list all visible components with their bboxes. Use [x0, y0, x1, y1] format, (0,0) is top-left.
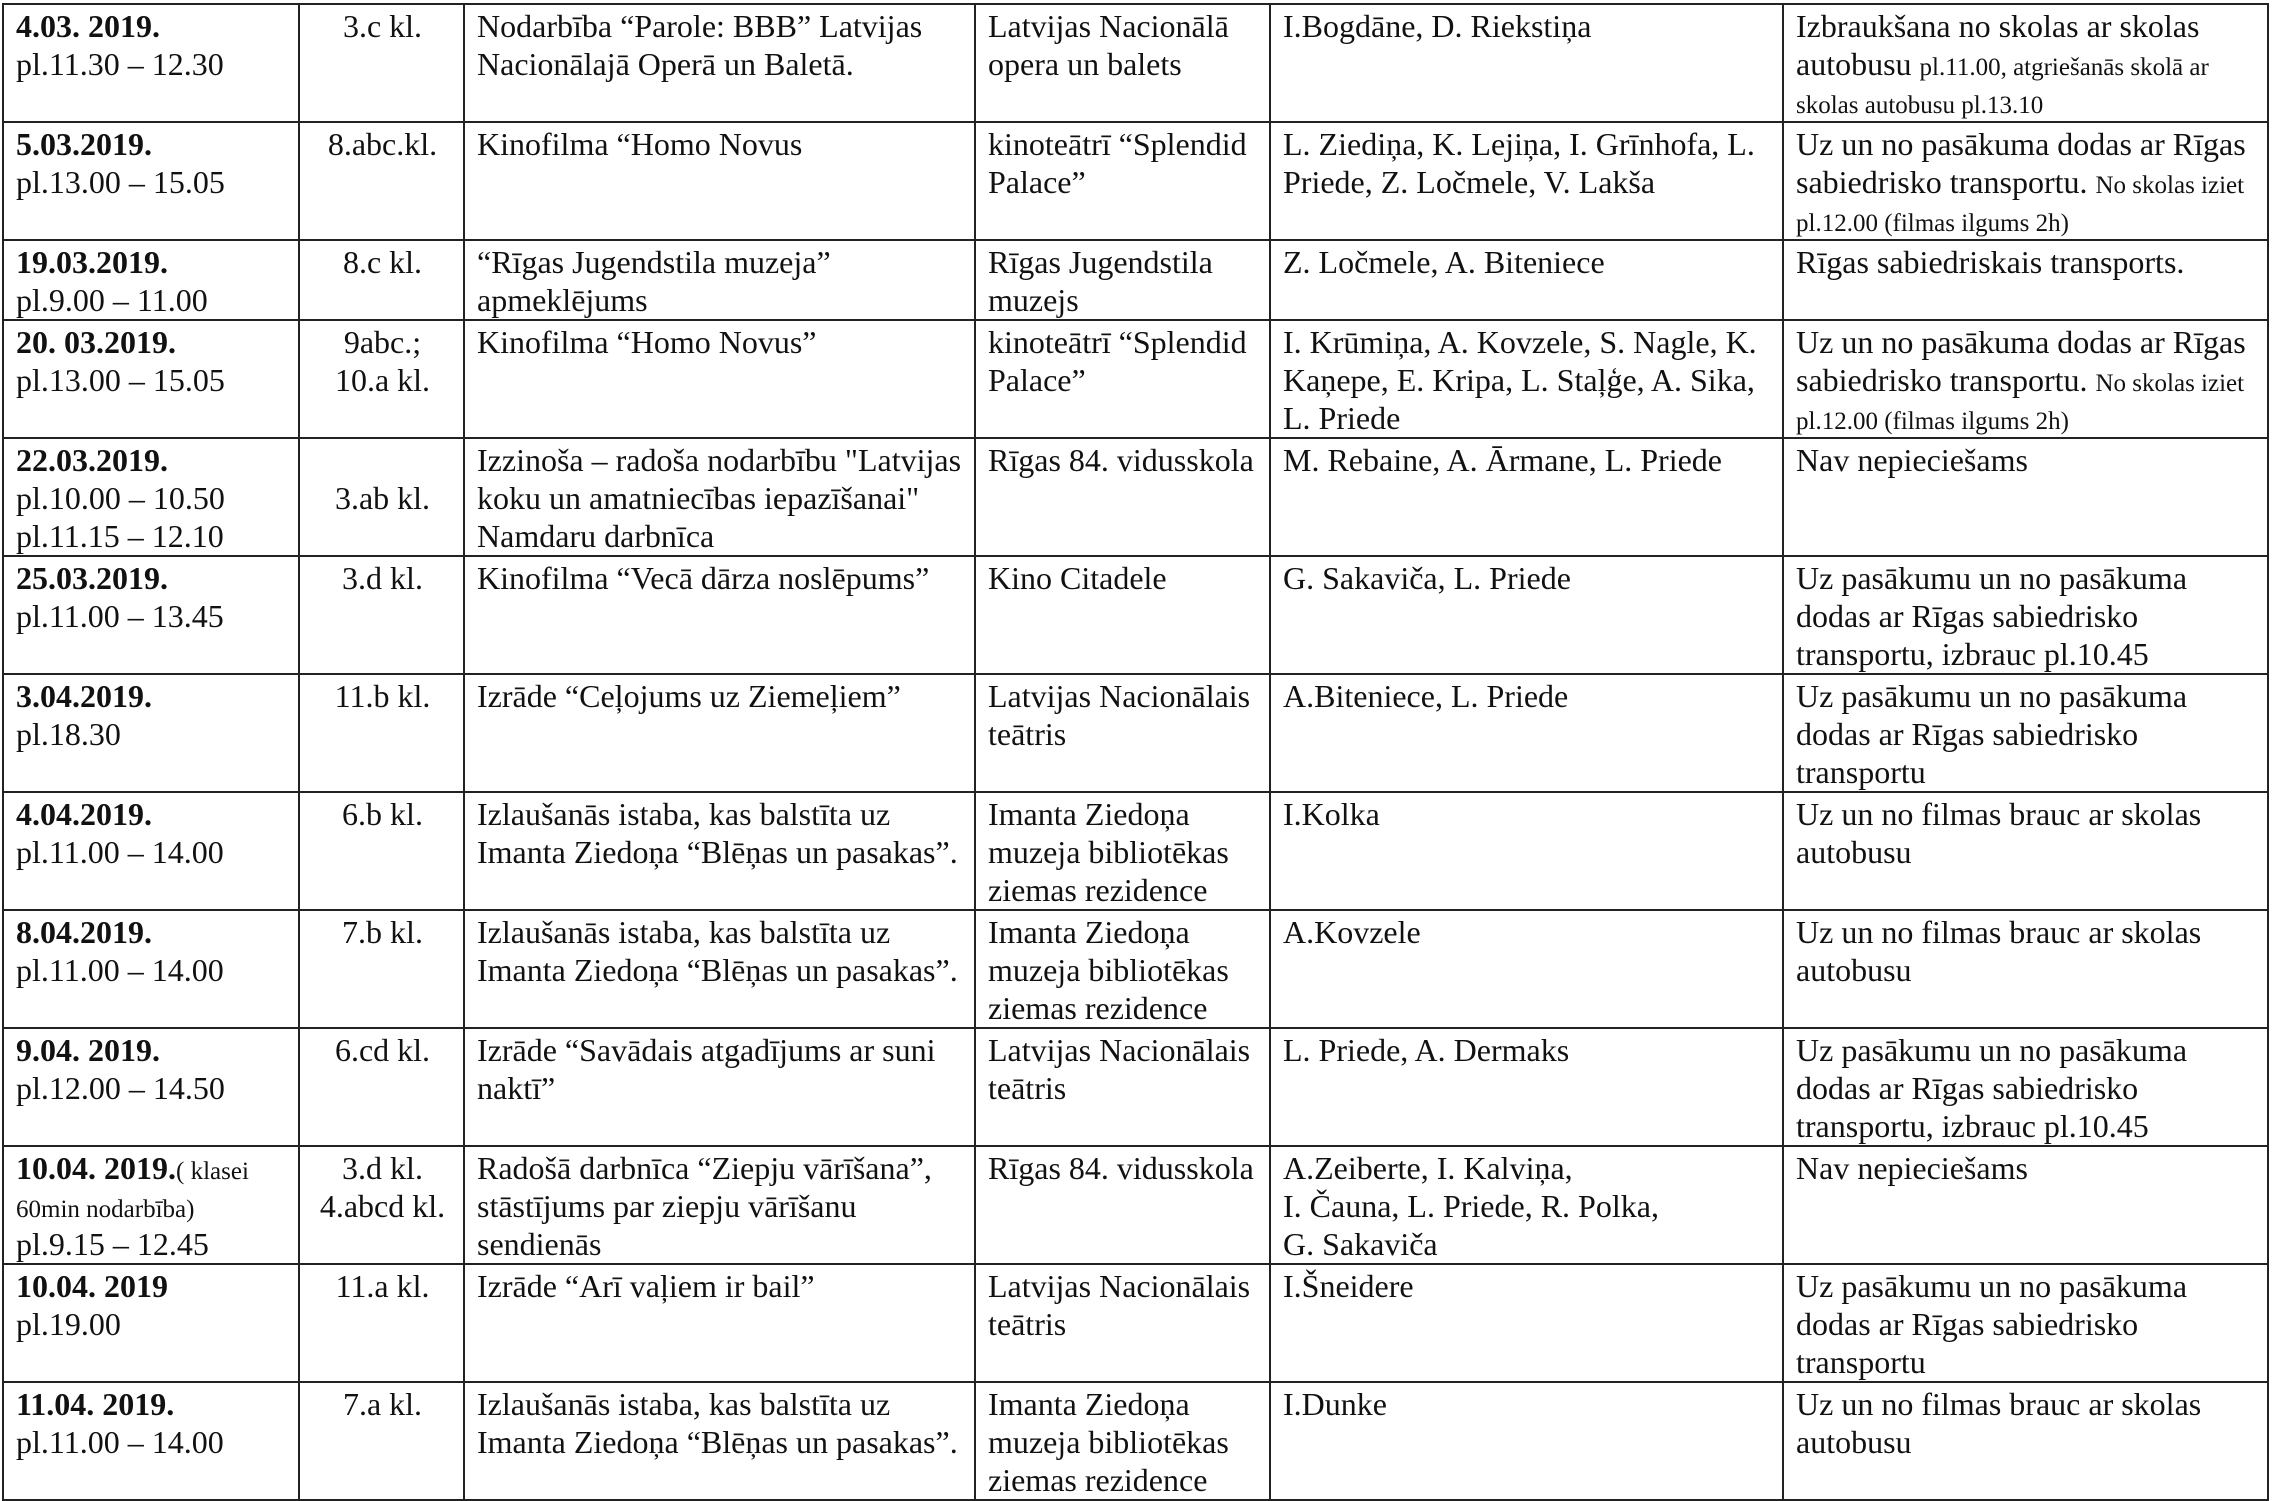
date-cell — [3, 1264, 299, 1382]
class-label: 3.ab kl. — [334, 480, 431, 516]
transport-cell — [1783, 792, 2268, 910]
table-row — [3, 4, 2268, 122]
event-title: Izzinoša – radoša nodarbību "Latvijas koku un amatniecības iepazīšanai" Namdaru darbnīca — [477, 442, 962, 554]
event-title: Kinofilma “Homo Novus” — [477, 324, 817, 360]
teachers-cell — [1270, 674, 1783, 792]
teachers-list: I.Dunke — [1283, 1386, 1387, 1422]
event-time: pl.9.00 – 11.00 — [16, 282, 208, 318]
event-title: Izlaušanās istaba, kas balstīta uz Imanta Ziedoņa “Blēņas un pasakas”. — [477, 796, 958, 870]
event-time: pl.13.00 – 15.05 — [16, 164, 225, 200]
table-row — [3, 122, 2268, 240]
class-label: 7.b kl. — [342, 914, 423, 950]
class-cell — [299, 320, 464, 438]
date-cell — [3, 674, 299, 792]
date-note: ( klasei 60min nodarbība) — [16, 1158, 249, 1223]
event-time: pl.11.30 – 12.30 — [16, 46, 224, 82]
class-label: 6.b kl. — [342, 796, 423, 832]
event-date: 10.04. 2019. — [16, 1150, 176, 1186]
class-cell — [299, 1146, 464, 1264]
class-label: 8.abc.kl. — [327, 126, 438, 162]
event-cell — [464, 1382, 975, 1500]
class-cell — [299, 240, 464, 320]
event-date: 22.03.2019. — [16, 442, 168, 478]
class-cell — [299, 674, 464, 792]
event-date: 10.04. 2019 — [16, 1268, 168, 1304]
teachers-list: I. Krūmiņa, A. Kovzele, S. Nagle, K. Kaņepe, E. Kripa, L. Staļģe, A. Sika, L. Priede — [1283, 324, 1757, 436]
event-title: Izlaušanās istaba, kas balstīta uz Imanta Ziedoņa “Blēņas un pasakas”. — [477, 914, 958, 988]
event-cell — [464, 1146, 975, 1264]
transport-info: Uz un no pasākuma dodas ar Rīgas sabiedrisko transportu. — [1796, 126, 2246, 200]
transport-info: Rīgas sabiedriskais transports. — [1796, 244, 2185, 280]
event-date: 19.03.2019. — [16, 244, 168, 280]
transport-info: Uz un no pasākuma dodas ar Rīgas sabiedrisko transportu. — [1796, 324, 2246, 398]
transport-cell — [1783, 240, 2268, 320]
event-cell — [464, 792, 975, 910]
date-cell — [3, 320, 299, 438]
teachers-cell — [1270, 122, 1783, 240]
venue-cell — [975, 240, 1270, 320]
venue-cell — [975, 792, 1270, 910]
event-title: Nodarbība “Parole: BBB” Latvijas Nacionālajā Operā un Baletā. — [477, 8, 923, 82]
event-date: 9.04. 2019. — [16, 1032, 160, 1068]
class-label: 3.c kl. — [342, 8, 423, 44]
transport-info: Uz un no filmas brauc ar skolas autobusu — [1796, 1386, 2202, 1460]
teachers-cell — [1270, 320, 1783, 438]
class-label: 11.b kl. — [334, 678, 431, 714]
event-cell — [464, 1028, 975, 1146]
date-cell — [3, 910, 299, 1028]
class-label: 8.c kl. — [342, 244, 423, 280]
event-title: “Rīgas Jugendstila muzeja” apmeklējums — [477, 244, 831, 318]
transport-info: Uz pasākumu un no pasākuma dodas ar Rīgas sabiedrisko transportu — [1796, 678, 2188, 790]
transport-note: pl.11.00, atgriešanās skolā ar skolas autobusu pl.13.10 — [1796, 54, 2209, 119]
transport-cell — [1783, 1028, 2268, 1146]
teachers-cell — [1270, 556, 1783, 674]
venue-name: Imanta Ziedoņa muzeja bibliotēkas ziemas rezidence — [988, 914, 1229, 1026]
transport-info: Uz pasākumu un no pasākuma dodas ar Rīgas sabiedrisko transportu — [1796, 1268, 2188, 1380]
date-cell — [3, 438, 299, 556]
date-cell — [3, 1146, 299, 1264]
date-cell — [3, 240, 299, 320]
schedule-body — [3, 4, 2268, 1500]
venue-name: Imanta Ziedoņa muzeja bibliotēkas ziemas rezidence — [988, 796, 1229, 908]
venue-cell — [975, 556, 1270, 674]
class-cell — [299, 1028, 464, 1146]
transport-cell — [1783, 320, 2268, 438]
transport-info: Uz pasākumu un no pasākuma dodas ar Rīgas sabiedrisko transportu, izbrauc pl.10.45 — [1796, 1032, 2188, 1144]
venue-cell — [975, 1146, 1270, 1264]
venue-name: Rīgas 84. vidusskola — [988, 442, 1254, 478]
teachers-list: Z. Ločmele, A. Biteniece — [1283, 244, 1605, 280]
teachers-cell — [1270, 4, 1783, 122]
date-cell — [3, 4, 299, 122]
event-cell — [464, 122, 975, 240]
teachers-list: M. Rebaine, A. Ārmane, L. Priede — [1283, 442, 1722, 478]
class-label: 9abc.; 10.a kl. — [334, 324, 431, 398]
event-time: pl.11.00 – 14.00 — [16, 834, 224, 870]
date-cell — [3, 122, 299, 240]
venue-name: Latvijas Nacionālā opera un balets — [988, 8, 1229, 82]
event-title: Izlaušanās istaba, kas balstīta uz Imanta Ziedoņa “Blēņas un pasakas”. — [477, 1386, 958, 1460]
event-date: 3.04.2019. — [16, 678, 152, 714]
event-date: 25.03.2019. — [16, 560, 168, 596]
venue-name: kinoteātrī “Splendid Palace” — [988, 126, 1247, 200]
class-cell — [299, 910, 464, 1028]
venue-name: Latvijas Nacionālais teātris — [988, 1032, 1251, 1106]
class-cell — [299, 4, 464, 122]
date-cell — [3, 556, 299, 674]
venue-name: Latvijas Nacionālais teātris — [988, 1268, 1251, 1342]
table-row — [3, 674, 2268, 792]
venue-cell — [975, 1382, 1270, 1500]
venue-name: Imanta Ziedoņa muzeja bibliotēkas ziemas rezidence — [988, 1386, 1229, 1498]
transport-info: Nav nepieciešams — [1796, 1150, 2028, 1186]
teachers-cell — [1270, 1146, 1783, 1264]
class-cell — [299, 792, 464, 910]
event-cell — [464, 910, 975, 1028]
venue-name: Kino Citadele — [988, 560, 1167, 596]
event-date: 5.03.2019. — [16, 126, 152, 162]
teachers-list: I.Kolka — [1283, 796, 1380, 832]
table-row — [3, 792, 2268, 910]
venue-cell — [975, 438, 1270, 556]
class-cell — [299, 122, 464, 240]
event-cell — [464, 556, 975, 674]
date-cell — [3, 792, 299, 910]
teachers-cell — [1270, 1028, 1783, 1146]
venue-name: Rīgas 84. vidusskola — [988, 1150, 1254, 1186]
event-cell — [464, 4, 975, 122]
class-label: 3.d kl. 4.abcd kl. — [319, 1150, 446, 1224]
transport-note: No skolas iziet pl.12.00 (filmas ilgums 2h) — [1796, 370, 2245, 435]
transport-cell — [1783, 438, 2268, 556]
transport-info: Uz un no filmas brauc ar skolas autobusu — [1796, 796, 2202, 870]
teachers-list: A.Zeiberte, I. Kalviņa, I. Čauna, L. Priede, R. Polka, G. Sakaviča — [1283, 1150, 1659, 1262]
event-cell — [464, 320, 975, 438]
transport-cell — [1783, 556, 2268, 674]
event-title: Izrāde “Ceļojums uz Ziemeļiem” — [477, 678, 901, 714]
event-time: pl.19.00 — [16, 1306, 121, 1342]
event-date: 11.04. 2019. — [16, 1386, 175, 1422]
event-title: Kinofilma “Vecā dārza noslēpums” — [477, 560, 930, 596]
venue-cell — [975, 122, 1270, 240]
venue-cell — [975, 910, 1270, 1028]
event-date: 4.04.2019. — [16, 796, 152, 832]
event-title: Kinofilma “Homo Novus — [477, 126, 803, 162]
table-row — [3, 320, 2268, 438]
event-cell — [464, 1264, 975, 1382]
class-label: 6.cd kl. — [334, 1032, 431, 1068]
event-time: pl.10.00 – 10.50 pl.11.15 – 12.10 — [16, 480, 225, 554]
venue-cell — [975, 320, 1270, 438]
table-row — [3, 438, 2268, 556]
transport-info: Nav nepieciešams — [1796, 442, 2028, 478]
class-cell — [299, 556, 464, 674]
teachers-cell — [1270, 240, 1783, 320]
teachers-list: L. Ziediņa, K. Lejiņa, I. Grīnhofa, L. Priede, Z. Ločmele, V. Lakša — [1283, 126, 1755, 200]
transport-cell — [1783, 4, 2268, 122]
event-cell — [464, 240, 975, 320]
event-date: 4.03. 2019. — [16, 8, 160, 44]
teachers-list: G. Sakaviča, L. Priede — [1283, 560, 1571, 596]
event-time: pl.11.00 – 13.45 — [16, 598, 224, 634]
event-cell — [464, 438, 975, 556]
venue-name: Rīgas Jugendstila muzejs — [988, 244, 1213, 318]
event-title: Radošā darbnīca “Ziepju vārīšana”, stāstījums par ziepju vārīšanu sendienās — [477, 1150, 932, 1262]
class-cell — [299, 1264, 464, 1382]
teachers-list: I.Šneidere — [1283, 1268, 1414, 1304]
date-cell — [3, 1382, 299, 1500]
transport-cell — [1783, 1146, 2268, 1264]
teachers-list: A.Biteniece, L. Priede — [1283, 678, 1569, 714]
event-cell — [464, 674, 975, 792]
date-cell — [3, 1028, 299, 1146]
transport-note: No skolas iziet pl.12.00 (filmas ilgums 2h) — [1796, 172, 2245, 237]
transport-info: Uz pasākumu un no pasākuma dodas ar Rīgas sabiedrisko transportu, izbrauc pl.10.45 — [1796, 560, 2188, 672]
teachers-cell — [1270, 1382, 1783, 1500]
transport-info: Izbraukšana no skolas ar skolas autobusu — [1796, 8, 2200, 82]
table-row — [3, 1028, 2268, 1146]
event-time: pl.11.00 – 14.00 — [16, 952, 224, 988]
teachers-cell — [1270, 792, 1783, 910]
venue-name: kinoteātrī “Splendid Palace” — [988, 324, 1247, 398]
table-row — [3, 1382, 2268, 1500]
class-label: 3.d kl. — [342, 560, 423, 596]
transport-cell — [1783, 910, 2268, 1028]
table-row — [3, 556, 2268, 674]
transport-cell — [1783, 1382, 2268, 1500]
event-title: Izrāde “Arī vaļiem ir bail” — [477, 1268, 815, 1304]
event-time: pl.18.30 — [16, 716, 121, 752]
table-row — [3, 240, 2268, 320]
transport-cell — [1783, 1264, 2268, 1382]
schedule-table — [2, 3, 2269, 1501]
teachers-cell — [1270, 910, 1783, 1028]
event-time: pl.12.00 – 14.50 — [16, 1070, 225, 1106]
class-label: 7.a kl. — [342, 1386, 423, 1422]
class-label: 11.a kl. — [335, 1268, 430, 1304]
venue-cell — [975, 1028, 1270, 1146]
event-time: pl.11.00 – 14.00 — [16, 1424, 224, 1460]
table-row — [3, 1264, 2268, 1382]
transport-cell — [1783, 122, 2268, 240]
transport-info: Uz un no filmas brauc ar skolas autobusu — [1796, 914, 2202, 988]
teachers-list: I.Bogdāne, D. Riekstiņa — [1283, 8, 1592, 44]
event-time: pl.13.00 – 15.05 — [16, 362, 225, 398]
teachers-cell — [1270, 1264, 1783, 1382]
teachers-list: A.Kovzele — [1283, 914, 1421, 950]
event-time: pl.9.15 – 12.45 — [16, 1226, 209, 1262]
class-cell — [299, 1382, 464, 1500]
event-date: 8.04.2019. — [16, 914, 152, 950]
teachers-list: L. Priede, A. Dermaks — [1283, 1032, 1570, 1068]
venue-cell — [975, 1264, 1270, 1382]
event-title: Izrāde “Savādais atgadījums ar suni naktī” — [477, 1032, 936, 1106]
venue-cell — [975, 4, 1270, 122]
event-date: 20. 03.2019. — [16, 324, 176, 360]
table-row — [3, 910, 2268, 1028]
venue-cell — [975, 674, 1270, 792]
teachers-cell — [1270, 438, 1783, 556]
table-row — [3, 1146, 2268, 1264]
transport-cell — [1783, 674, 2268, 792]
venue-name: Latvijas Nacionālais teātris — [988, 678, 1251, 752]
class-cell — [299, 438, 464, 556]
